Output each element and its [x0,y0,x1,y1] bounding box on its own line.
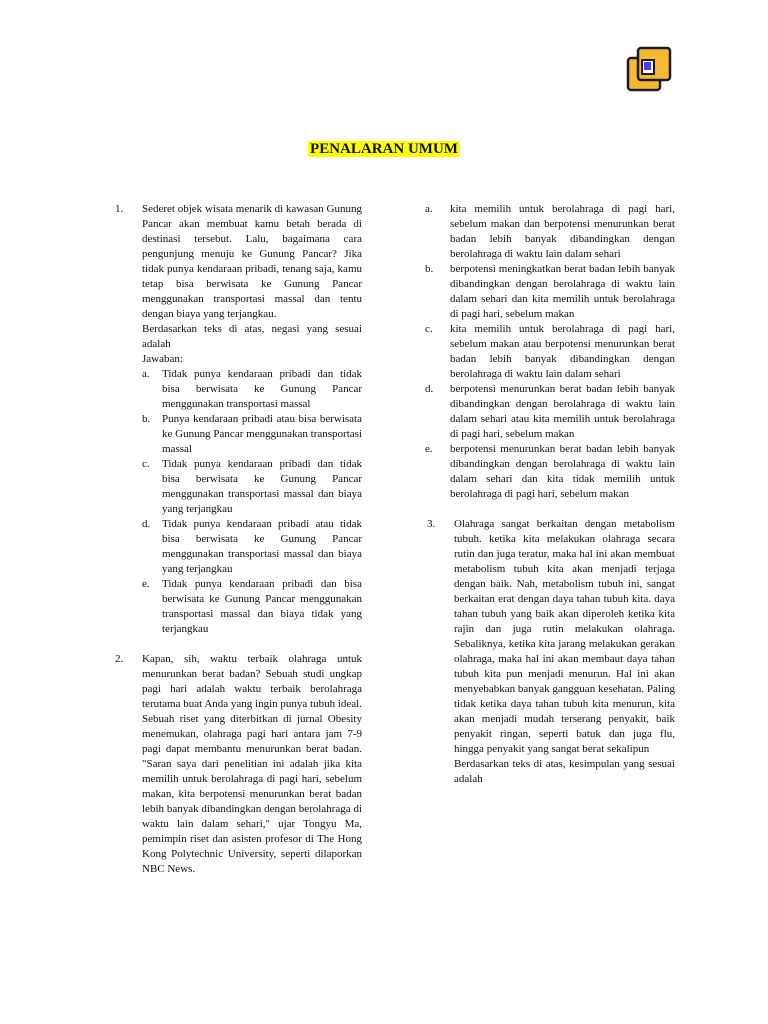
option-text: Tidak punya kendaraan pribadi dan tidak bisa berwisata ke Gunung Pancar menggunakan transportasi massal dan biaya yang terjangkau [162,458,362,515]
question-prompt: Berdasarkan teks di atas, kesimpulan yang sesuai adalah [454,758,675,785]
option-label: c. [142,458,150,470]
answer-label: Jawaban: [142,353,183,365]
left-column [113,202,362,877]
option-text: Tidak punya kendaraan pribadi dan bisa berwisata ke Gunung Pancar menggunakan transportasi massal dan biaya tidak yang terjangkau [162,578,362,635]
option-text: Punya kendaraan pribadi atau bisa berwisata ke Gunung Pancar menggunakan transportasi massal [162,413,362,455]
option-text: Tidak punya kendaraan pribadi dan tidak bisa berwisata ke Gunung Pancar menggunakan transportasi massal [162,368,362,410]
question-1 [113,202,362,637]
question-3 [425,517,675,787]
option-label: e. [425,443,433,455]
question-prompt: Berdasarkan teks di atas, negasi yang sesuai adalah [142,323,362,350]
option-c [425,322,675,382]
option-label: b. [142,413,151,425]
question-text: Olahraga sangat berkaitan dengan metabolism tubuh. ketika kita melakukan olahraga secara rutin dan juga teratur, maka hal ini akan membuat metabolism tubuh kita akan menjadi terjaga dengan baik. Nah, metabolism tubuh ini, sangat berkaitan erat dengan daya tahan tubuh kita. daya tahan tubuh yang baik akan diperoleh ketika kita rajin dan juga rutin melakukan olahraga. Sebaliknya, ketika kita jarang melakukan gerakan olahraga, maka hal ini akan membaut daya tahan tubuh kita pun menjadi menurun. Hal ini akan menyebabkan banyak gangguan kesehatan. Paling tidak ketika daya tahan tubuh kita menurun, kita akan menjadi mudah terserang penyakit, baik penyakit ringan, seperti batuk dan juga flu, hingga penyakit yang sangat berat sekalipun [454,518,675,755]
page-title: PENALARAN UMUM [310,141,458,157]
option-text: berpotensi meningkatkan berat badan lebih banyak dibandingkan dengan berolahraga di waktu lain dalam sehari dan kita memilih untuk berolahraga di pagi hari, sebelum makan [450,263,675,320]
question-text: Kapan, sih, waktu terbaik olahraga untuk menurunkan berat badan? Sebuah studi ungkap pagi hari adalah waktu terbaik berolahraga terutama buat Anda yang ingin punya tubuh ideal. Sebuah riset yang diterbitkan di jurnal Obesity menemukan, olahraga pagi hari antara jam 7-9 pagi dapat membantu menurunkan berat badan. "Saran saya dari penelitian ini adalah jika kita memilih untuk berolahraga di pagi hari, sebelum makan, kita berpotensi menurunkan berat badan lebih banyak dibandingkan dengan berolahraga di waktu lain dalam sehari," ujar Tongyu Ma, pemimpin riset dan asisten profesor di The Hong Kong Polytechnic University, seperti dilaporkan NBC News. [142,653,362,875]
option-text: berpotensi menurunkan berat badan lebih banyak dibandingkan dengan berolahraga di waktu lain dalam sehari atau kita memilih untuk berolahraga di pagi hari, sebelum makan [450,383,675,440]
question-number: 3. [427,518,436,530]
option-d [425,382,675,442]
brand-logo-icon [626,46,672,92]
option-text: kita memilih untuk berolahraga di pagi hari, sebelum makan atau berpotensi menurunkan berat badan lebih banyak dibandingkan dengan berolahraga di waktu lain dalam sehari [450,323,675,380]
option-text: kita memilih untuk berolahraga di pagi hari, sebelum makan dan berpotensi menurunkan berat badan lebih banyak dibandingkan dengan berolahraga di waktu lain dalam sehari [450,203,675,260]
option-label: e. [142,578,150,590]
option-label: a. [142,368,150,380]
option-a [142,367,362,412]
option-b [425,262,675,322]
option-label: c. [425,323,433,335]
question-2 [113,652,362,877]
option-e [425,442,675,502]
option-label: a. [425,203,433,215]
page-title-wrap [0,138,768,158]
option-label: b. [425,263,434,275]
option-label: d. [142,518,151,530]
option-b [142,412,362,457]
question-text: Sederet objek wisata menarik di kawasan Gunung Pancar akan membuat kamu betah berada di destinasi tersebut. Lalu, bagaimana cara pengunjung menuju ke Gunung Pancar? Jika tidak punya kendaraan pribadi, tenang saja, kamu tetap bisa berwisata ke Gunung Pancar menggunakan transportasi massal dan tentu dengan biaya yang terjangkau. [142,203,362,320]
option-d [142,517,362,577]
option-text: Tidak punya kendaraan pribadi atau tidak bisa berwisata ke Gunung Pancar menggunakan transportasi massal dan biaya yang terjangkau [162,518,362,575]
option-label: d. [425,383,434,395]
option-a [425,202,675,262]
option-e [142,577,362,637]
question-number: 1. [115,203,124,215]
right-column [425,202,675,787]
question-number: 2. [115,653,124,665]
option-text: berpotensi menurunkan berat badan lebih banyak dibandingkan dengan berolahraga di waktu lain dalam sehari dan kita tidak memilih untuk berolahraga di pagi hari, sebelum makan [450,443,675,500]
option-c [142,457,362,517]
